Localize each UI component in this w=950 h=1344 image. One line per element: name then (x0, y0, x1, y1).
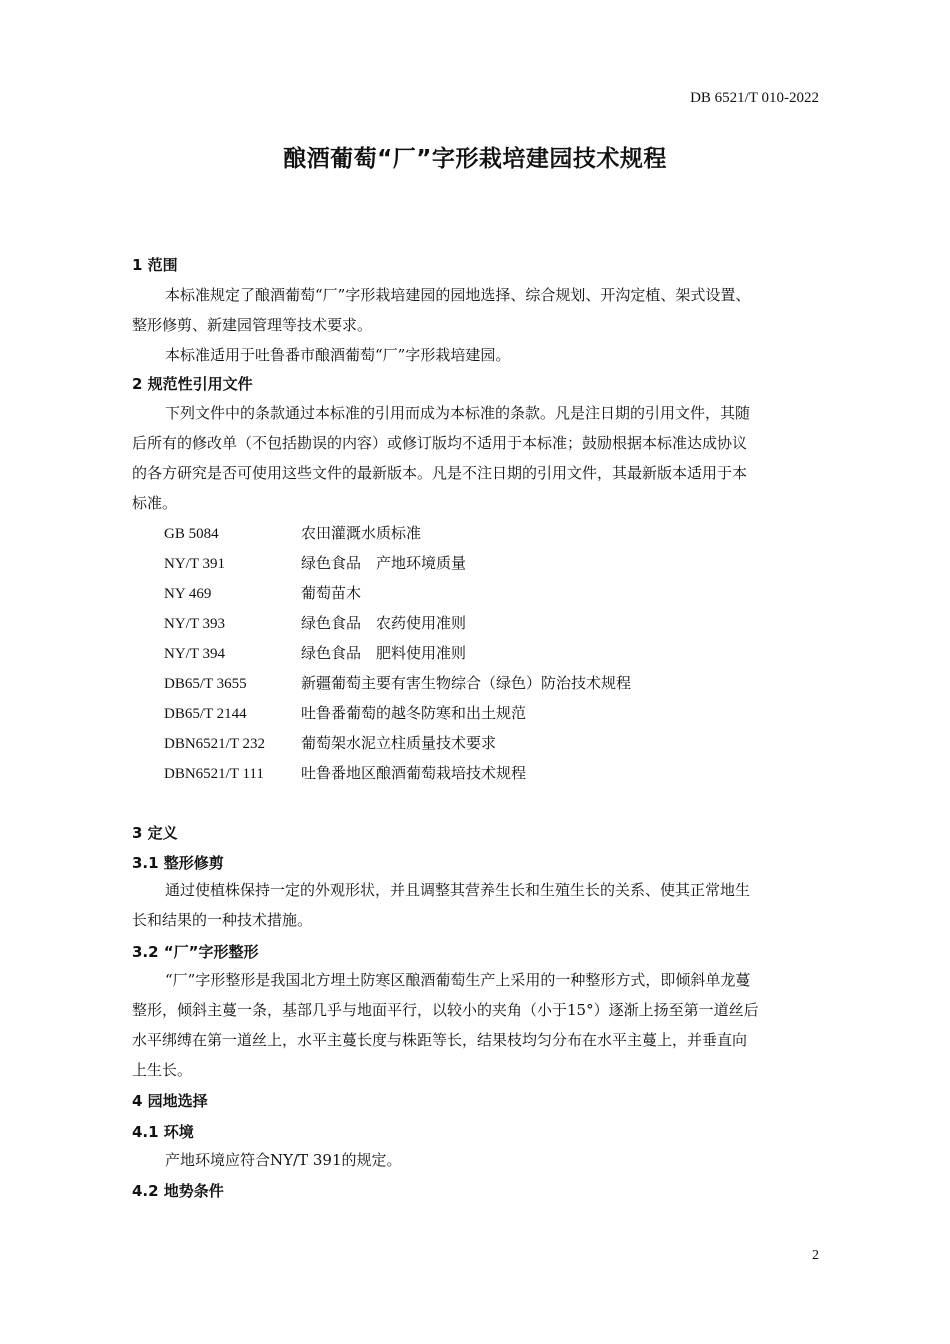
reference-item: NY/T 391 绿色食品 产地环境质量 (164, 554, 467, 572)
reference-item: NY 469 葡萄苗木 (164, 584, 362, 602)
definition-chang-shape-text: “厂”字形整形是我国北方埋土防寒区酿酒葡萄生产上采用的一种整形方式，即倾斜单龙蔓 整形，倾斜主蔓一条，基部几乎与地面平行，以较小的夹角（小于15°）逐渐上扬至第一道丝后 水平绑缚在第一道丝上，水平主蔓长度与株距等长，结果枝均匀分布在水平主蔓上，并垂直向 上生长。 (132, 971, 759, 1079)
reference-item: NY/T 393 绿色食品 农药使用准则 (164, 614, 467, 632)
section-heading-scope: 1 范围 (132, 256, 178, 274)
section-heading-site-selection: 4 园地选择 (132, 1092, 208, 1110)
reference-item: DBN6521/T 111 吐鲁番地区酿酒葡萄栽培技术规程 (164, 764, 527, 782)
reference-item: GB 5084 农田灌溉水质标准 (164, 524, 422, 542)
normative-references-paragraph: 下列文件中的条款通过本标准的引用而成为本标准的条款。凡是注日期的引用文件，其随 后所有的修改单（不包括勘误的内容）或修订版均不适用于本标准；鼓励根据本标准达成协议 的各方研究是否可使用这些文件的最新版本。凡是不注日期的引用文件，其最新版本适用于本 标准。 (132, 404, 751, 512)
reference-item: NY/T 394 绿色食品 肥料使用准则 (164, 644, 467, 662)
document-number: DB 6521/T 010-2022 (690, 90, 819, 106)
section-heading-normative-references: 2 规范性引用文件 (132, 375, 253, 393)
definition-heading-pruning: 3.1 整形修剪 (132, 854, 224, 872)
reference-item: DB65/T 2144 吐鲁番葡萄的越冬防寒和出土规范 (164, 704, 527, 722)
subsection-heading-environment: 4.1 环境 (132, 1123, 194, 1141)
subsection-heading-terrain: 4.2 地势条件 (132, 1182, 224, 1200)
definition-heading-chang-shape: 3.2 “厂”字形整形 (132, 943, 259, 961)
document-title: 酿酒葡萄“厂”字形栽培建园技术规程 (283, 146, 667, 172)
page-number: 2 (812, 1248, 819, 1263)
reference-item: DB65/T 3655 新疆葡萄主要有害生物综合（绿色）防治技术规程 (164, 674, 632, 692)
definition-pruning-text: 通过使植株保持一定的外观形状，并且调整其营养生长和生殖生长的关系、使其正常地生 长和结果的一种技术措施。 (132, 881, 751, 929)
scope-paragraph: 本标准规定了酿酒葡萄“厂”字形栽培建园的园地选择、综合规划、开沟定植、架式设置、 整形修剪、新建园管理等技术要求。 本标准适用于吐鲁番市酿酒葡萄“厂”字形栽培建园。 (132, 286, 751, 364)
environment-text: 产地环境应符合NY/T 391的规定。 (165, 1151, 402, 1169)
reference-item: DBN6521/T 232 葡萄架水泥立柱质量技术要求 (164, 734, 497, 752)
section-heading-definitions: 3 定义 (132, 824, 178, 842)
